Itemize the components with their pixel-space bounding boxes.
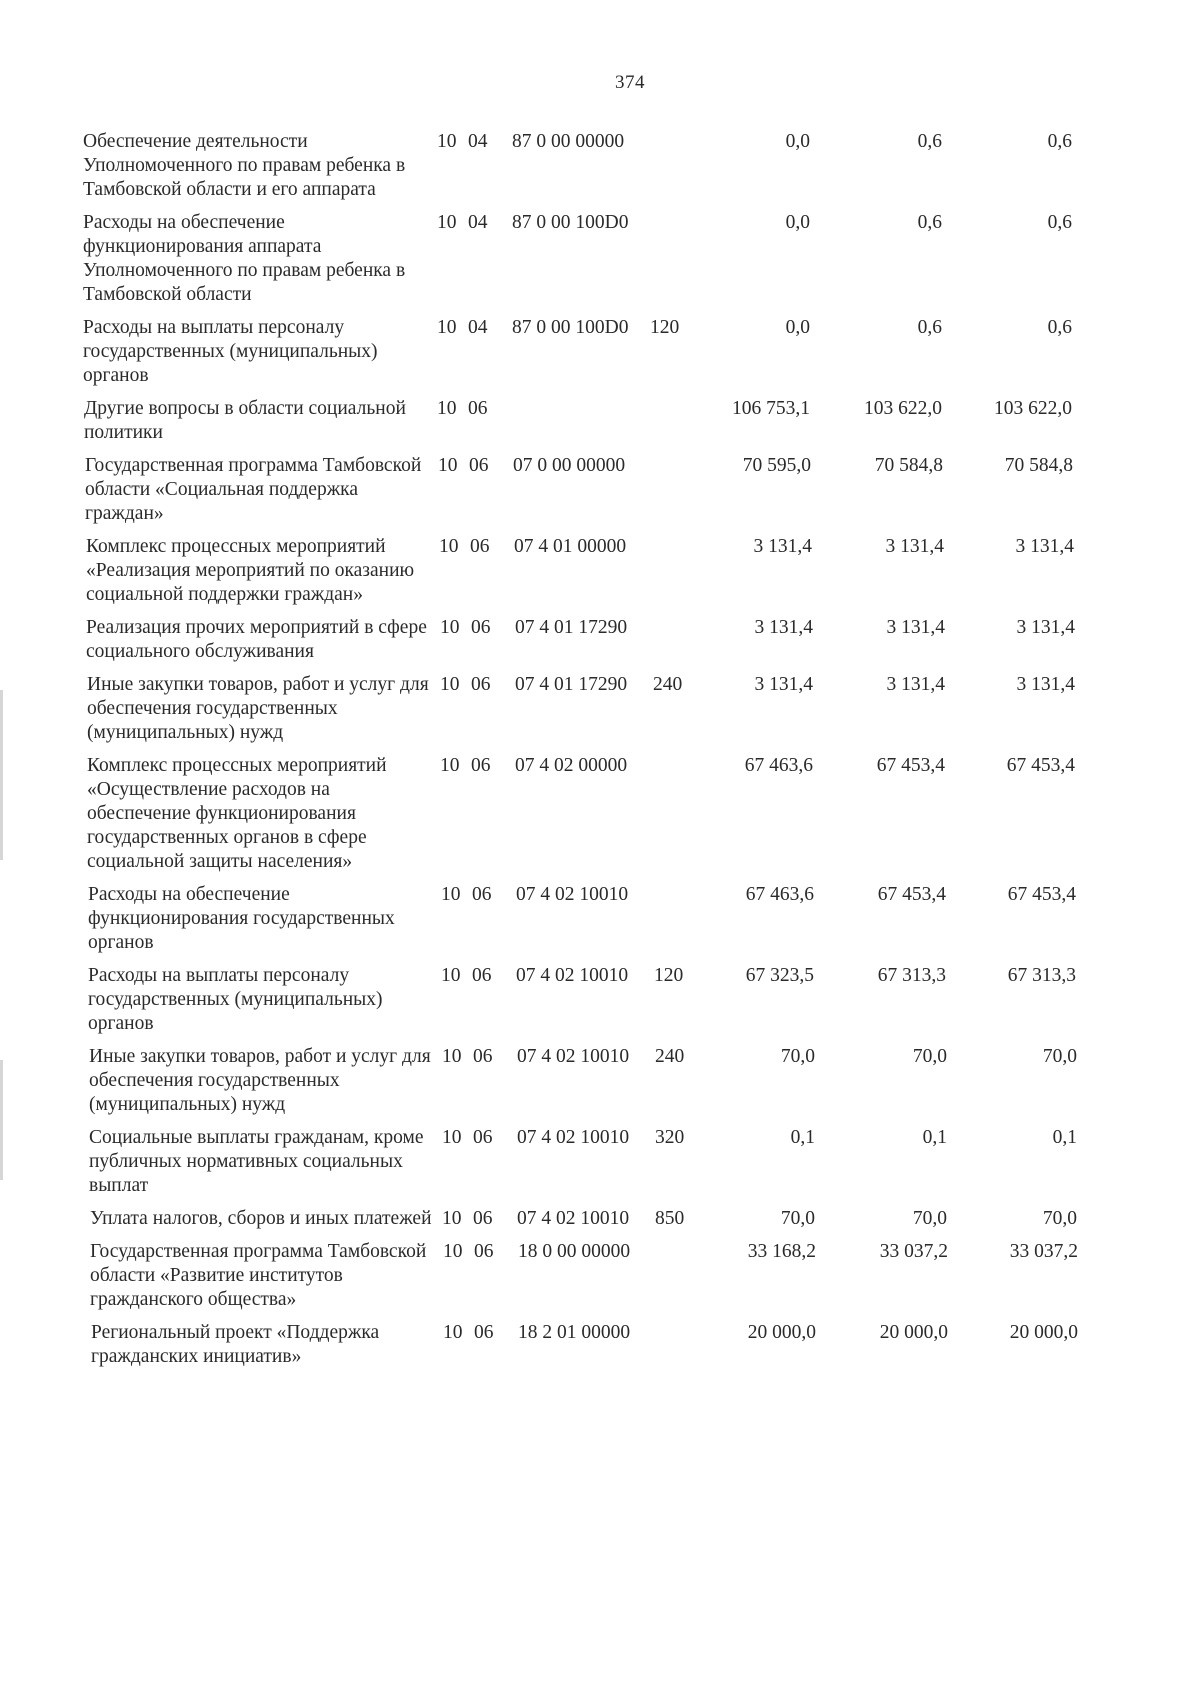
row-target-article: 07 4 02 00000 <box>515 755 628 776</box>
row-subsection: 06 <box>468 398 488 419</box>
row-target-article: 18 0 00 00000 <box>518 1241 631 1262</box>
table-row <box>0 211 1200 316</box>
row-name: Реализация прочих мероприятий в сфере социального обслуживания <box>86 617 427 662</box>
row-target-article: 07 4 02 10010 <box>517 1208 630 1229</box>
row-amount-year3: 70,0 <box>1042 1208 1077 1229</box>
row-expense-type: 120 <box>650 317 680 338</box>
row-amount-year1: 70 595,0 <box>742 455 811 476</box>
row-amount-year3: 3 131,4 <box>1016 674 1075 695</box>
page-number: 374 <box>615 72 645 93</box>
row-subsection: 06 <box>471 674 491 695</box>
row-amount-year2: 20 000,0 <box>879 1322 948 1343</box>
row-section: 10 <box>442 1127 462 1148</box>
row-amount-year2: 70 584,8 <box>874 455 943 476</box>
row-amount-year2: 67 313,3 <box>877 965 946 986</box>
table-row <box>0 397 1200 454</box>
table-row <box>0 754 1200 883</box>
row-subsection: 06 <box>470 536 490 557</box>
row-amount-year2: 3 131,4 <box>886 674 945 695</box>
row-amount-year3: 20 000,0 <box>1009 1322 1078 1343</box>
row-target-article: 07 0 00 00000 <box>513 455 626 476</box>
row-amount-year1: 33 168,2 <box>747 1241 816 1262</box>
row-amount-year3: 0,6 <box>1047 131 1072 152</box>
row-amount-year2: 67 453,4 <box>876 755 945 776</box>
row-expense-type: 850 <box>655 1208 685 1229</box>
row-target-article: 07 4 01 17290 <box>515 674 628 695</box>
row-section: 10 <box>440 755 460 776</box>
row-name: Иные закупки товаров, работ и услуг для обеспечения государственных (муниципальных) нужд <box>87 674 429 743</box>
row-amount-year2: 0,6 <box>917 131 942 152</box>
row-amount-year2: 70,0 <box>912 1046 947 1067</box>
row-section: 10 <box>437 317 457 338</box>
row-amount-year3: 3 131,4 <box>1016 617 1075 638</box>
row-name: Уплата налогов, сборов и иных платежей <box>90 1208 432 1229</box>
row-name: Расходы на выплаты персоналу государственных (муниципальных) органов <box>88 965 383 1034</box>
row-amount-year1: 70,0 <box>780 1208 815 1229</box>
row-amount-year1: 106 753,1 <box>732 398 810 419</box>
table-row <box>0 535 1200 616</box>
row-amount-year2: 3 131,4 <box>885 536 944 557</box>
row-name: Комплекс процессных мероприятий «Осуществление расходов на обеспечение функционирования государственных органов в сфере социальной защиты населения» <box>87 755 387 872</box>
row-amount-year3: 33 037,2 <box>1009 1241 1078 1262</box>
row-section: 10 <box>440 674 460 695</box>
row-amount-year1: 67 463,6 <box>745 884 814 905</box>
table-row <box>0 673 1200 754</box>
row-section: 10 <box>442 1046 462 1067</box>
row-target-article: 07 4 02 10010 <box>517 1046 630 1067</box>
row-amount-year2: 33 037,2 <box>879 1241 948 1262</box>
row-subsection: 06 <box>473 1208 493 1229</box>
table-row <box>0 883 1200 964</box>
row-amount-year1: 0,1 <box>790 1127 815 1148</box>
row-name: Обеспечение деятельности Уполномоченного по правам ребенка в Тамбовской области и его аппарата <box>83 131 406 200</box>
row-amount-year3: 103 622,0 <box>994 398 1072 419</box>
row-amount-year3: 0,1 <box>1052 1127 1077 1148</box>
row-section: 10 <box>442 1208 462 1229</box>
row-section: 10 <box>439 536 459 557</box>
row-target-article: 07 4 02 10010 <box>516 884 629 905</box>
row-name: Расходы на выплаты персоналу государственных (муниципальных) органов <box>83 317 378 386</box>
row-section: 10 <box>437 212 457 233</box>
row-subsection: 06 <box>474 1241 494 1262</box>
row-section: 10 <box>441 884 461 905</box>
row-subsection: 06 <box>474 1322 494 1343</box>
row-amount-year2: 0,6 <box>917 212 942 233</box>
row-section: 10 <box>437 131 457 152</box>
row-amount-year1: 20 000,0 <box>747 1322 816 1343</box>
row-section: 10 <box>443 1241 463 1262</box>
row-target-article: 07 4 01 00000 <box>514 536 627 557</box>
row-expense-type: 120 <box>654 965 684 986</box>
row-amount-year3: 70 584,8 <box>1004 455 1073 476</box>
table-row <box>0 1045 1200 1126</box>
row-amount-year2: 3 131,4 <box>886 617 945 638</box>
row-amount-year1: 70,0 <box>780 1046 815 1067</box>
row-amount-year2: 103 622,0 <box>864 398 942 419</box>
row-amount-year3: 67 453,4 <box>1007 884 1076 905</box>
row-subsection: 04 <box>468 212 488 233</box>
row-subsection: 06 <box>472 965 492 986</box>
row-subsection: 06 <box>473 1046 493 1067</box>
row-target-article: 87 0 00 100D0 <box>512 212 629 233</box>
table-row <box>0 964 1200 1045</box>
table-row <box>0 616 1200 673</box>
row-subsection: 06 <box>473 1127 493 1148</box>
table-row <box>0 1321 1200 1378</box>
row-amount-year1: 3 131,4 <box>754 617 813 638</box>
row-amount-year1: 3 131,4 <box>753 536 812 557</box>
row-target-article: 07 4 02 10010 <box>516 965 629 986</box>
row-name: Государственная программа Тамбовской области «Развитие институтов гражданского общества» <box>90 1241 427 1310</box>
table-row <box>0 316 1200 397</box>
row-name: Государственная программа Тамбовской области «Социальная поддержка граждан» <box>85 455 422 524</box>
table-row <box>0 454 1200 535</box>
row-subsection: 06 <box>471 617 491 638</box>
table-row <box>0 1240 1200 1321</box>
row-name: Другие вопросы в области социальной политики <box>84 398 406 443</box>
table-row <box>0 1126 1200 1207</box>
row-subsection: 06 <box>472 884 492 905</box>
row-amount-year3: 0,6 <box>1047 212 1072 233</box>
row-amount-year1: 0,0 <box>785 317 810 338</box>
row-amount-year1: 67 463,6 <box>744 755 813 776</box>
table-row <box>0 130 1200 211</box>
row-target-article: 87 0 00 100D0 <box>512 317 629 338</box>
row-target-article: 18 2 01 00000 <box>518 1322 631 1343</box>
row-section: 10 <box>443 1322 463 1343</box>
row-name: Региональный проект «Поддержка гражданских инициатив» <box>91 1322 380 1367</box>
row-amount-year3: 70,0 <box>1042 1046 1077 1067</box>
row-amount-year2: 70,0 <box>912 1208 947 1229</box>
row-section: 10 <box>441 965 461 986</box>
row-section: 10 <box>438 455 458 476</box>
row-subsection: 06 <box>469 455 489 476</box>
row-amount-year3: 67 313,3 <box>1007 965 1076 986</box>
row-expense-type: 320 <box>655 1127 685 1148</box>
budget-table <box>0 130 1200 1378</box>
row-amount-year3: 0,6 <box>1047 317 1072 338</box>
row-name: Иные закупки товаров, работ и услуг для обеспечения государственных (муниципальных) нужд <box>89 1046 431 1115</box>
row-amount-year1: 0,0 <box>785 212 810 233</box>
row-target-article: 07 4 01 17290 <box>515 617 628 638</box>
row-target-article: 07 4 02 10010 <box>517 1127 630 1148</box>
row-name: Комплекс процессных мероприятий «Реализация мероприятий по оказанию социальной поддержки граждан» <box>86 536 415 605</box>
row-amount-year2: 67 453,4 <box>877 884 946 905</box>
table-row <box>0 1207 1200 1240</box>
row-name: Расходы на обеспечение функционирования государственных органов <box>88 884 395 953</box>
row-expense-type: 240 <box>653 674 683 695</box>
row-amount-year2: 0,6 <box>917 317 942 338</box>
row-name: Социальные выплаты гражданам, кроме публичных нормативных социальных выплат <box>89 1127 424 1196</box>
row-amount-year1: 67 323,5 <box>745 965 814 986</box>
row-amount-year3: 3 131,4 <box>1015 536 1074 557</box>
row-section: 10 <box>440 617 460 638</box>
row-subsection: 04 <box>468 131 488 152</box>
row-amount-year1: 3 131,4 <box>754 674 813 695</box>
row-section: 10 <box>437 398 457 419</box>
row-name: Расходы на обеспечение функционирования аппарата Уполномоченного по правам ребенка в Тамбовской области <box>83 212 406 305</box>
row-amount-year3: 67 453,4 <box>1006 755 1075 776</box>
row-subsection: 06 <box>471 755 491 776</box>
row-amount-year1: 0,0 <box>785 131 810 152</box>
row-target-article: 87 0 00 00000 <box>512 131 625 152</box>
row-amount-year2: 0,1 <box>922 1127 947 1148</box>
row-expense-type: 240 <box>655 1046 685 1067</box>
row-subsection: 04 <box>468 317 488 338</box>
